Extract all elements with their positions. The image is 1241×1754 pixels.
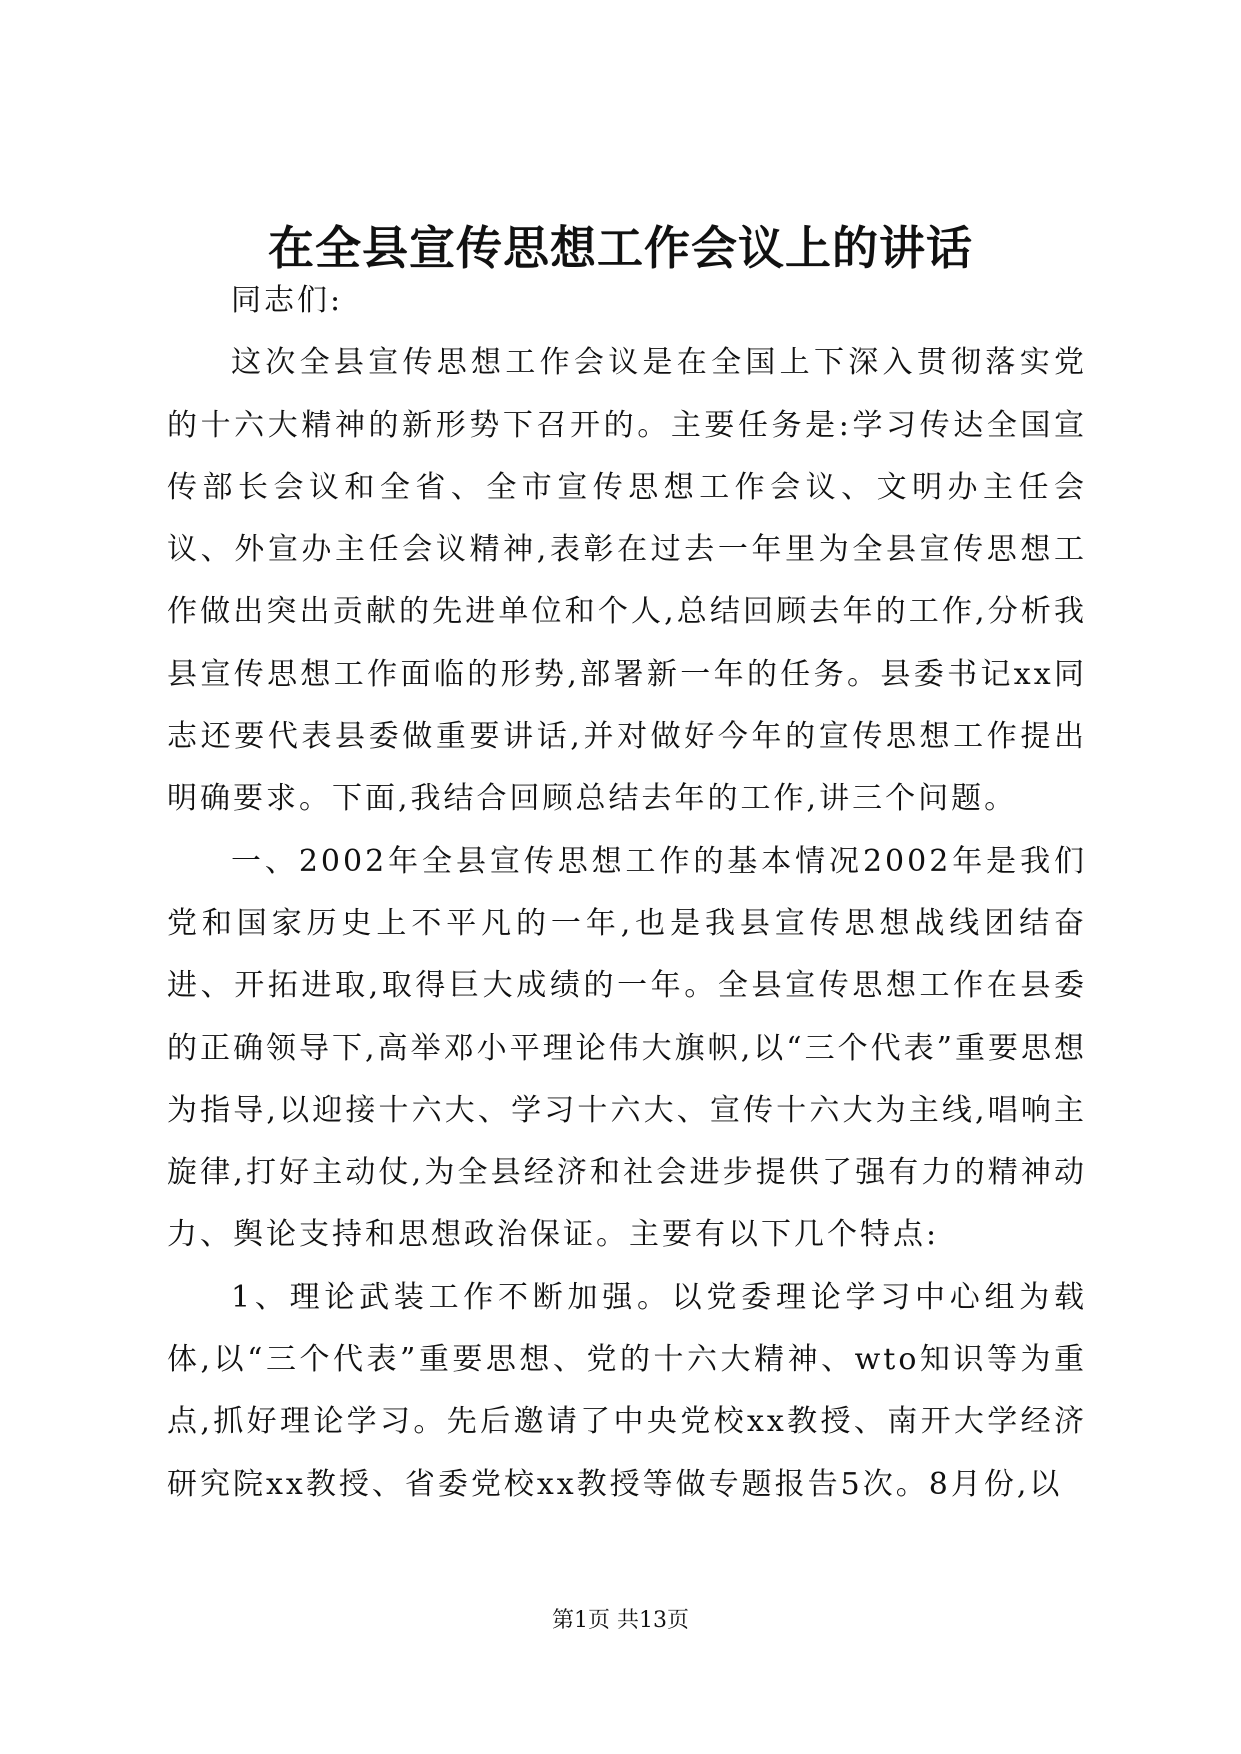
document-body [167, 270, 1087, 1516]
page-number-footer: 第1页 共13页 [552, 1608, 689, 1633]
section-one-paragraph: 一、2002年全县宣传思想工作的基本情况2002年是我们党和国家历史上不平凡的一年,也是我县宣传思想战线团结奋进、开拓进取,取得巨大成绩的一年。全县宣传思想工作在县委的正确领导下,高举邓小平理论伟大旗帜,以“三个代表”重要思想为指导,以迎接十六大、学习十六大、宣传十六大为主线,唱响主旋律,打好主动仗,为全县经济和社会进步提供了强有力的精神动力、舆论支持和思想政治保证。主要有以下几个特点: [167, 843, 1087, 1253]
intro-paragraph: 这次全县宣传思想工作会议是在全国上下深入贯彻落实党的十六大精神的新形势下召开的。主要任务是:学习传达全国宣传部长会议和全省、全市宣传思想工作会议、文明办主任会议、外宣办主任会议精神,表彰在过去一年里为全县宣传思想工作做出突出贡献的先进单位和个人,总结回顾去年的工作,分析我县宣传思想工作面临的形势,部署新一年的任务。县委书记xx同志还要代表县委做重要讲话,并对做好今年的宣传思想工作提出明确要求。下面,我结合回顾总结去年的工作,讲三个问题。 [167, 345, 1087, 817]
document-title: 在全县宣传思想工作会议上的讲话 [268, 221, 973, 275]
point-one-paragraph: 1、理论武装工作不断加强。以党委理论学习中心组为载体,以“三个代表”重要思想、党的十六大精神、wto知识等为重点,抓好理论学习。先后邀请了中央党校xx教授、南开大学经济研究院xx教授、省委党校xx教授等做专题报告5次。8月份,以 [167, 1279, 1087, 1502]
salutation-paragraph: 同志们: [231, 283, 344, 318]
